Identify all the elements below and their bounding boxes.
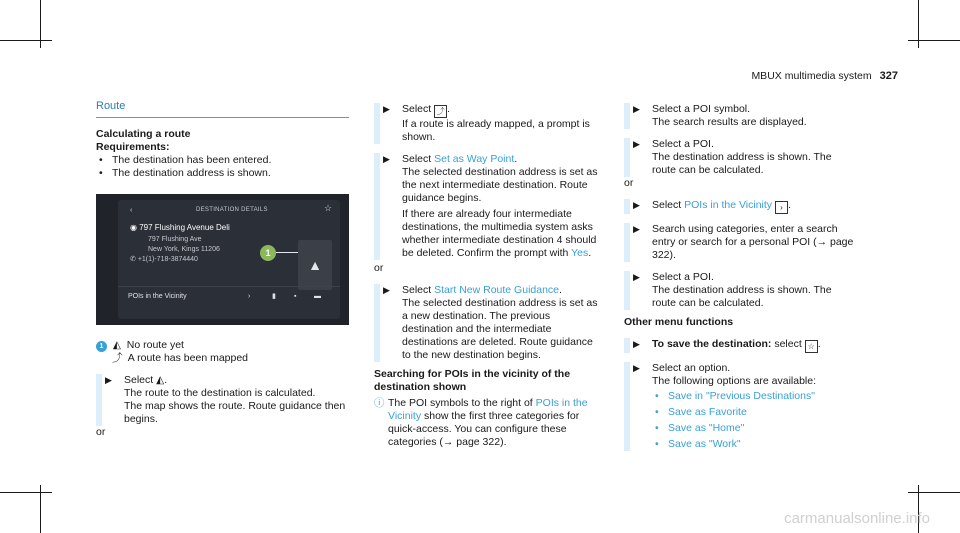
phone-line: ✆ +1(1)-718-3874440	[130, 256, 198, 263]
or-label: or	[96, 426, 106, 438]
destination-details-screenshot	[96, 194, 349, 325]
info-icon: ⓘ	[374, 397, 385, 409]
poi-row-label: POIs in the Vicinity	[128, 293, 187, 300]
page-header	[751, 70, 898, 83]
step-arrow-icon: ▶	[633, 363, 640, 373]
address-line-2: New York, Kings 11206	[148, 246, 220, 253]
requirements-label: Requirements:	[96, 141, 170, 153]
option-item[interactable]: • Save as "Home"	[652, 422, 854, 435]
route-mapped-icon: ⤴	[112, 352, 123, 364]
restaurant-icon: ▬	[314, 293, 321, 300]
back-icon: ‹	[130, 207, 133, 214]
start-new-route-guidance-link[interactable]: Start New Route Guidance	[434, 284, 560, 296]
step: ▶ Select Set as Way Point. The selected destination address is set as the next intermediate destination. Route guidance begins. If there are already four intermediate destinations, the multimedia system asks whether intermediate destination 4 should be deleted. Confirm the prompt with Yes.	[374, 153, 602, 260]
navigation-start-icon: ▲	[298, 240, 332, 290]
legend-row: 1 ◭ No route yet	[96, 339, 349, 352]
star-icon: ☆	[805, 340, 818, 353]
pois-in-vicinity-link[interactable]: POIs in the Vicinity	[684, 199, 773, 211]
tip: ⓘ The POI symbols to the right of POIs in the Vicinity show the first three categories for quick-access. You can configure these categories (→ page 322).	[374, 397, 588, 448]
option-item[interactable]: • Save as "Work"	[652, 438, 854, 451]
poi-name: ◉ 797 Flushing Avenue Deli	[130, 223, 230, 232]
chevron-right-icon: ›	[775, 201, 788, 214]
requirement-item: • The destination address is shown.	[96, 167, 349, 180]
legend-row: ⤴ A route has been mapped	[112, 352, 249, 364]
no-route-icon: ◭	[112, 339, 121, 351]
set-as-way-point-link[interactable]: Set as Way Point	[434, 153, 515, 165]
step: ▶ Select a POI symbol. The search results are displayed.	[624, 103, 854, 129]
column-2	[374, 103, 602, 449]
legend-number: 1	[96, 341, 107, 352]
page-number: 327	[879, 70, 898, 82]
screen-title: DESTINATION DETAILS	[196, 207, 268, 213]
no-route-icon: ◭	[156, 374, 165, 386]
step-arrow-icon: ▶	[105, 375, 112, 385]
step-arrow-icon: ▶	[383, 285, 390, 295]
subheading: Searching for POIs in the vicinity of the destination shown	[374, 368, 571, 393]
column-1	[96, 100, 349, 439]
option-item[interactable]: • Save in "Previous Destinations"	[652, 390, 854, 403]
step-arrow-icon: ▶	[633, 104, 640, 114]
parking-icon: ▪	[294, 293, 297, 300]
step: ▶ To save the destination: select ☆ .	[624, 338, 854, 353]
step: ▶ Select a POI. The destination address is shown. The route can be calculated.	[624, 271, 854, 310]
step: ▶ Search using categories, enter a search entry or search for a personal POI (→ page 322).	[624, 223, 854, 262]
chevron-right-icon: ›	[248, 293, 251, 300]
step-arrow-icon: ▶	[633, 200, 640, 210]
address-line-1: 797 Flushing Ave	[148, 236, 202, 243]
step-arrow-icon: ▶	[383, 154, 390, 164]
step: ▶ Select POIs in the Vicinity › .	[624, 199, 854, 214]
step-arrow-icon: ▶	[633, 224, 640, 234]
option-item[interactable]: • Save as Favorite	[652, 406, 854, 419]
fuel-icon: ▮	[272, 293, 276, 300]
requirement-item: • The destination has been entered.	[96, 154, 349, 167]
or-label: or	[374, 262, 384, 274]
callout-1: 1	[260, 245, 276, 261]
step-arrow-icon: ▶	[383, 104, 390, 114]
subheading: Other menu functions	[624, 316, 734, 328]
pois-in-vicinity-link[interactable]: POIs in the Vicinity	[388, 397, 588, 422]
step: ▶ Select a POI. The destination address is shown. The route can be calculated.	[624, 138, 854, 177]
watermark: carmanualsonline.info	[784, 510, 930, 527]
crop-mark	[908, 492, 960, 493]
step-arrow-icon: ▶	[633, 139, 640, 149]
callout-pointer	[276, 252, 300, 253]
or-label: or	[624, 177, 634, 189]
step: ▶ Select Start New Route Guidance. The selected destination address is set as a new destination. The previous destination and the intermediate destinations are deleted. Route guidance to the new destination begins.	[374, 284, 602, 362]
yes-link[interactable]: Yes	[571, 247, 589, 259]
column-3	[624, 103, 854, 451]
step-arrow-icon: ▶	[633, 339, 640, 349]
route-mapped-icon: ⤴	[434, 105, 447, 118]
crop-mark	[0, 492, 52, 493]
step-arrow-icon: ▶	[633, 272, 640, 282]
legend	[96, 339, 349, 365]
section-title: Route	[96, 100, 349, 118]
step: ▶ Select ⤴ . If a route is already mapped, a prompt is shown.	[374, 103, 602, 144]
crop-mark	[0, 40, 52, 41]
star-icon: ☆	[324, 203, 333, 213]
step: ▶ Select an option. The following options are available: • Save in "Previous Destinations" • Save as Favorite • Save as "Home" • Save as "Work"	[624, 362, 854, 451]
subtitle: Calculating a route	[96, 128, 191, 140]
header-section: MBUX multimedia system	[751, 70, 872, 82]
crop-mark	[908, 40, 960, 41]
step: ▶ Select ◭. The route to the destination is calculated. The map shows the route. Route guidance then begins.	[96, 374, 349, 426]
